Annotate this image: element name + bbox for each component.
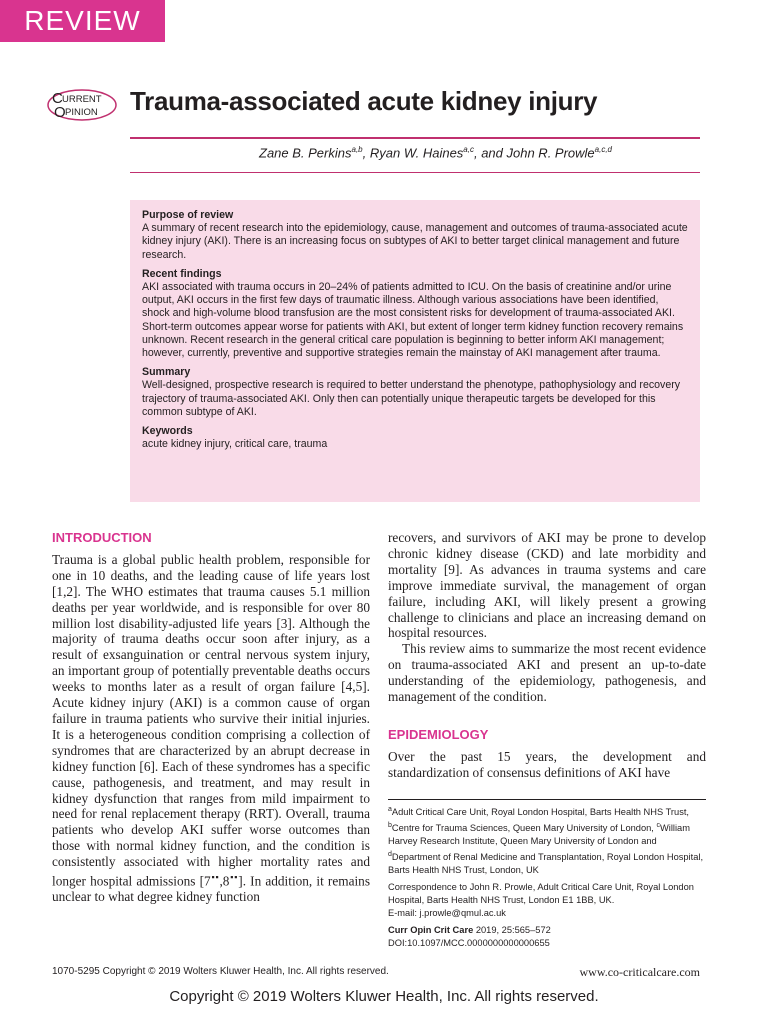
reference-marks: ▪▪ (210, 872, 220, 883)
footer-website-link[interactable]: www.co-criticalcare.com (579, 965, 700, 979)
journal-name: Curr Opin Crit Care (388, 925, 474, 936)
author-list (0, 145, 612, 160)
title-rule (130, 137, 700, 139)
summary-heading: Summary (142, 366, 191, 379)
aff-mark: b (388, 822, 392, 830)
keywords-text: acute kidney injury, critical care, trauma (142, 438, 328, 451)
author-affiliation: a,c,d (594, 145, 612, 154)
author-affiliation: a,b (351, 145, 363, 154)
left-column (52, 530, 370, 905)
email-line[interactable]: E-mail: j.prowle@qmul.ac.uk (388, 908, 506, 919)
epidemiology-text: Over the past 15 years, the development and standardization of consensus definitions of AKI have (388, 748, 706, 780)
author-separator: , (362, 145, 370, 161)
findings-heading: Recent findings (142, 267, 222, 280)
findings-text: AKI associated with trauma occurs in 20–24% of patients admitted to ICU. On the basis of creatinine and/or urine output, AKI occurs in the first few days of traumatic illness. Although various associations have been identified, shock and high-volume blood transfusion are the most consistent risks for development of trauma-associated AKI. Short-term outcomes appear worse for patients with AKI, but extent of longer term kidney function recovery remains unknown. Recent research in the general critical care population is beginning to better inform AKI management; however, currently, preventive and supportive strategies remain the mainstay of AKI management after trauma. (142, 281, 684, 360)
author-rule (130, 172, 700, 173)
logo-line-1: URRENT (62, 94, 102, 105)
introduction-continued: recovers, and survivors of AKI may be prone to develop chronic kidney disease (CKD) and late morbidity and mortality [9]. As advances in trauma systems and care improve immediate survival, the management of organ failure, including AKI, will likely present a growing challenge to clinicians and place an increasing demand on hospital resources. (388, 530, 706, 641)
journal-volume: 2019, 25:565–572 (473, 925, 551, 936)
footnotes (388, 799, 706, 954)
affiliation-c: William Harvey Research Institute, Queen Mary University of London and (388, 823, 690, 847)
summary-text: Well-designed, prospective research is required to better understand the phenotype, pathophysiology and recovery trajectory of trauma-associated AKI. Only then can potentially unique therapeutic targets be developed for this common subtype of AKI. (142, 379, 681, 418)
affiliations (388, 803, 706, 877)
author-separator: , and (473, 145, 507, 161)
journal-citation (388, 924, 706, 937)
review-tab (0, 0, 165, 42)
aff-mark: d (388, 851, 392, 859)
introduction-heading: INTRODUCTION (52, 530, 152, 545)
purpose-text: A summary of recent research into the epidemiology, cause, management and outcomes of trauma-associated acute kidney injury (AKI). There is an increasing focus on subtypes of AKI to better target clinical management and future research. (142, 222, 688, 261)
abstract-box (130, 200, 700, 502)
author-name: John R. Prowle (506, 145, 595, 161)
article-title: Trauma-associated acute kidney injury (130, 86, 598, 116)
reference-marks: ▪▪ (229, 872, 239, 883)
author-name: Ryan W. Haines (369, 145, 464, 161)
purpose-heading: Purpose of review (142, 209, 234, 221)
introduction-paragraph-2: This review aims to summarize the most recent evidence on trauma-associated AKI and present an up-to-date understanding of the epidemiology, pathogenesis, and management of the condition. (388, 641, 706, 705)
epidemiology-heading: EPIDEMIOLOGY (388, 726, 489, 742)
doi[interactable]: DOI:10.1097/MCC.0000000000000655 (388, 938, 550, 949)
introduction-text-b: ]. In addition, it remains unclear to what degree kidney function (52, 873, 371, 905)
affiliation-a: Adult Critical Care Unit, Royal London Hospital, Barts Health NHS Trust, (391, 807, 690, 818)
current-opinion-logo (46, 88, 118, 122)
bottom-copyright: Copyright © 2019 Wolters Kluwer Health, Inc. All rights reserved. (169, 988, 599, 1005)
affiliation-b: Centre for Trauma Sciences, Queen Mary University of London, (391, 823, 657, 834)
logo-line-2: PINION (65, 107, 98, 118)
introduction-text-a: Trauma is a global public health problem, responsible for one in 10 deaths, and the leading cause of life years lost [1,2]. The WHO estimates that trauma causes 5.1 million deaths per year worldwide, and is responsible for over 80 million lost disability-adjusted life years [3]. Although the majority of trauma deaths occur soon after injury, as a result of exsanguination or central nervous system injury, an important group of potentially preventable deaths occurs weeks to months later as a result of organ failure [4,5]. Acute kidney injury (AKI) is a common cause of organ failure in trauma patients who survive their initial injuries. It is a heterogeneous condition comprising a collection of syndromes that are characterized by an abrupt decrease in kidney function [6]. Each of these syndromes has a specific cause, pathogenesis, and treatment, and may result in kidney dysfunction that ranges from mild impairment to need for renal replacement therapy (RRT). Overall, trauma patients who develop AKI suffer worse outcomes than those with normal kidney function, and the condition is consistently associated with higher mortality rates and longer hospital admissions [7 (52, 551, 370, 889)
affiliation-d: Department of Renal Medicine and Transplantation, Royal London Hospital, Barts Health NHS Trust, London, UK (388, 852, 704, 876)
right-column (388, 530, 706, 781)
footer-issn-copyright: 1070-5295 Copyright © 2019 Wolters Kluwer Health, Inc. All rights reserved. (52, 966, 389, 977)
aff-mark: c (656, 822, 660, 830)
author-name: Zane B. Perkins (259, 145, 352, 161)
author-affiliation: a,c (463, 145, 474, 154)
logo-letter-o: O (54, 104, 66, 121)
introduction-paragraph (52, 552, 370, 905)
correspondence: Correspondence to John R. Prowle, Adult Critical Care Unit, Royal London Hospital, Barts Health NHS Trust, London E1 1BB, UK. (388, 882, 694, 906)
reference-mid: ,8 (219, 873, 230, 889)
aff-mark: a (388, 806, 392, 813)
logo-letter-c: C (52, 90, 63, 107)
review-tab-label: REVIEW (24, 5, 141, 36)
keywords-heading: Keywords (142, 425, 193, 438)
